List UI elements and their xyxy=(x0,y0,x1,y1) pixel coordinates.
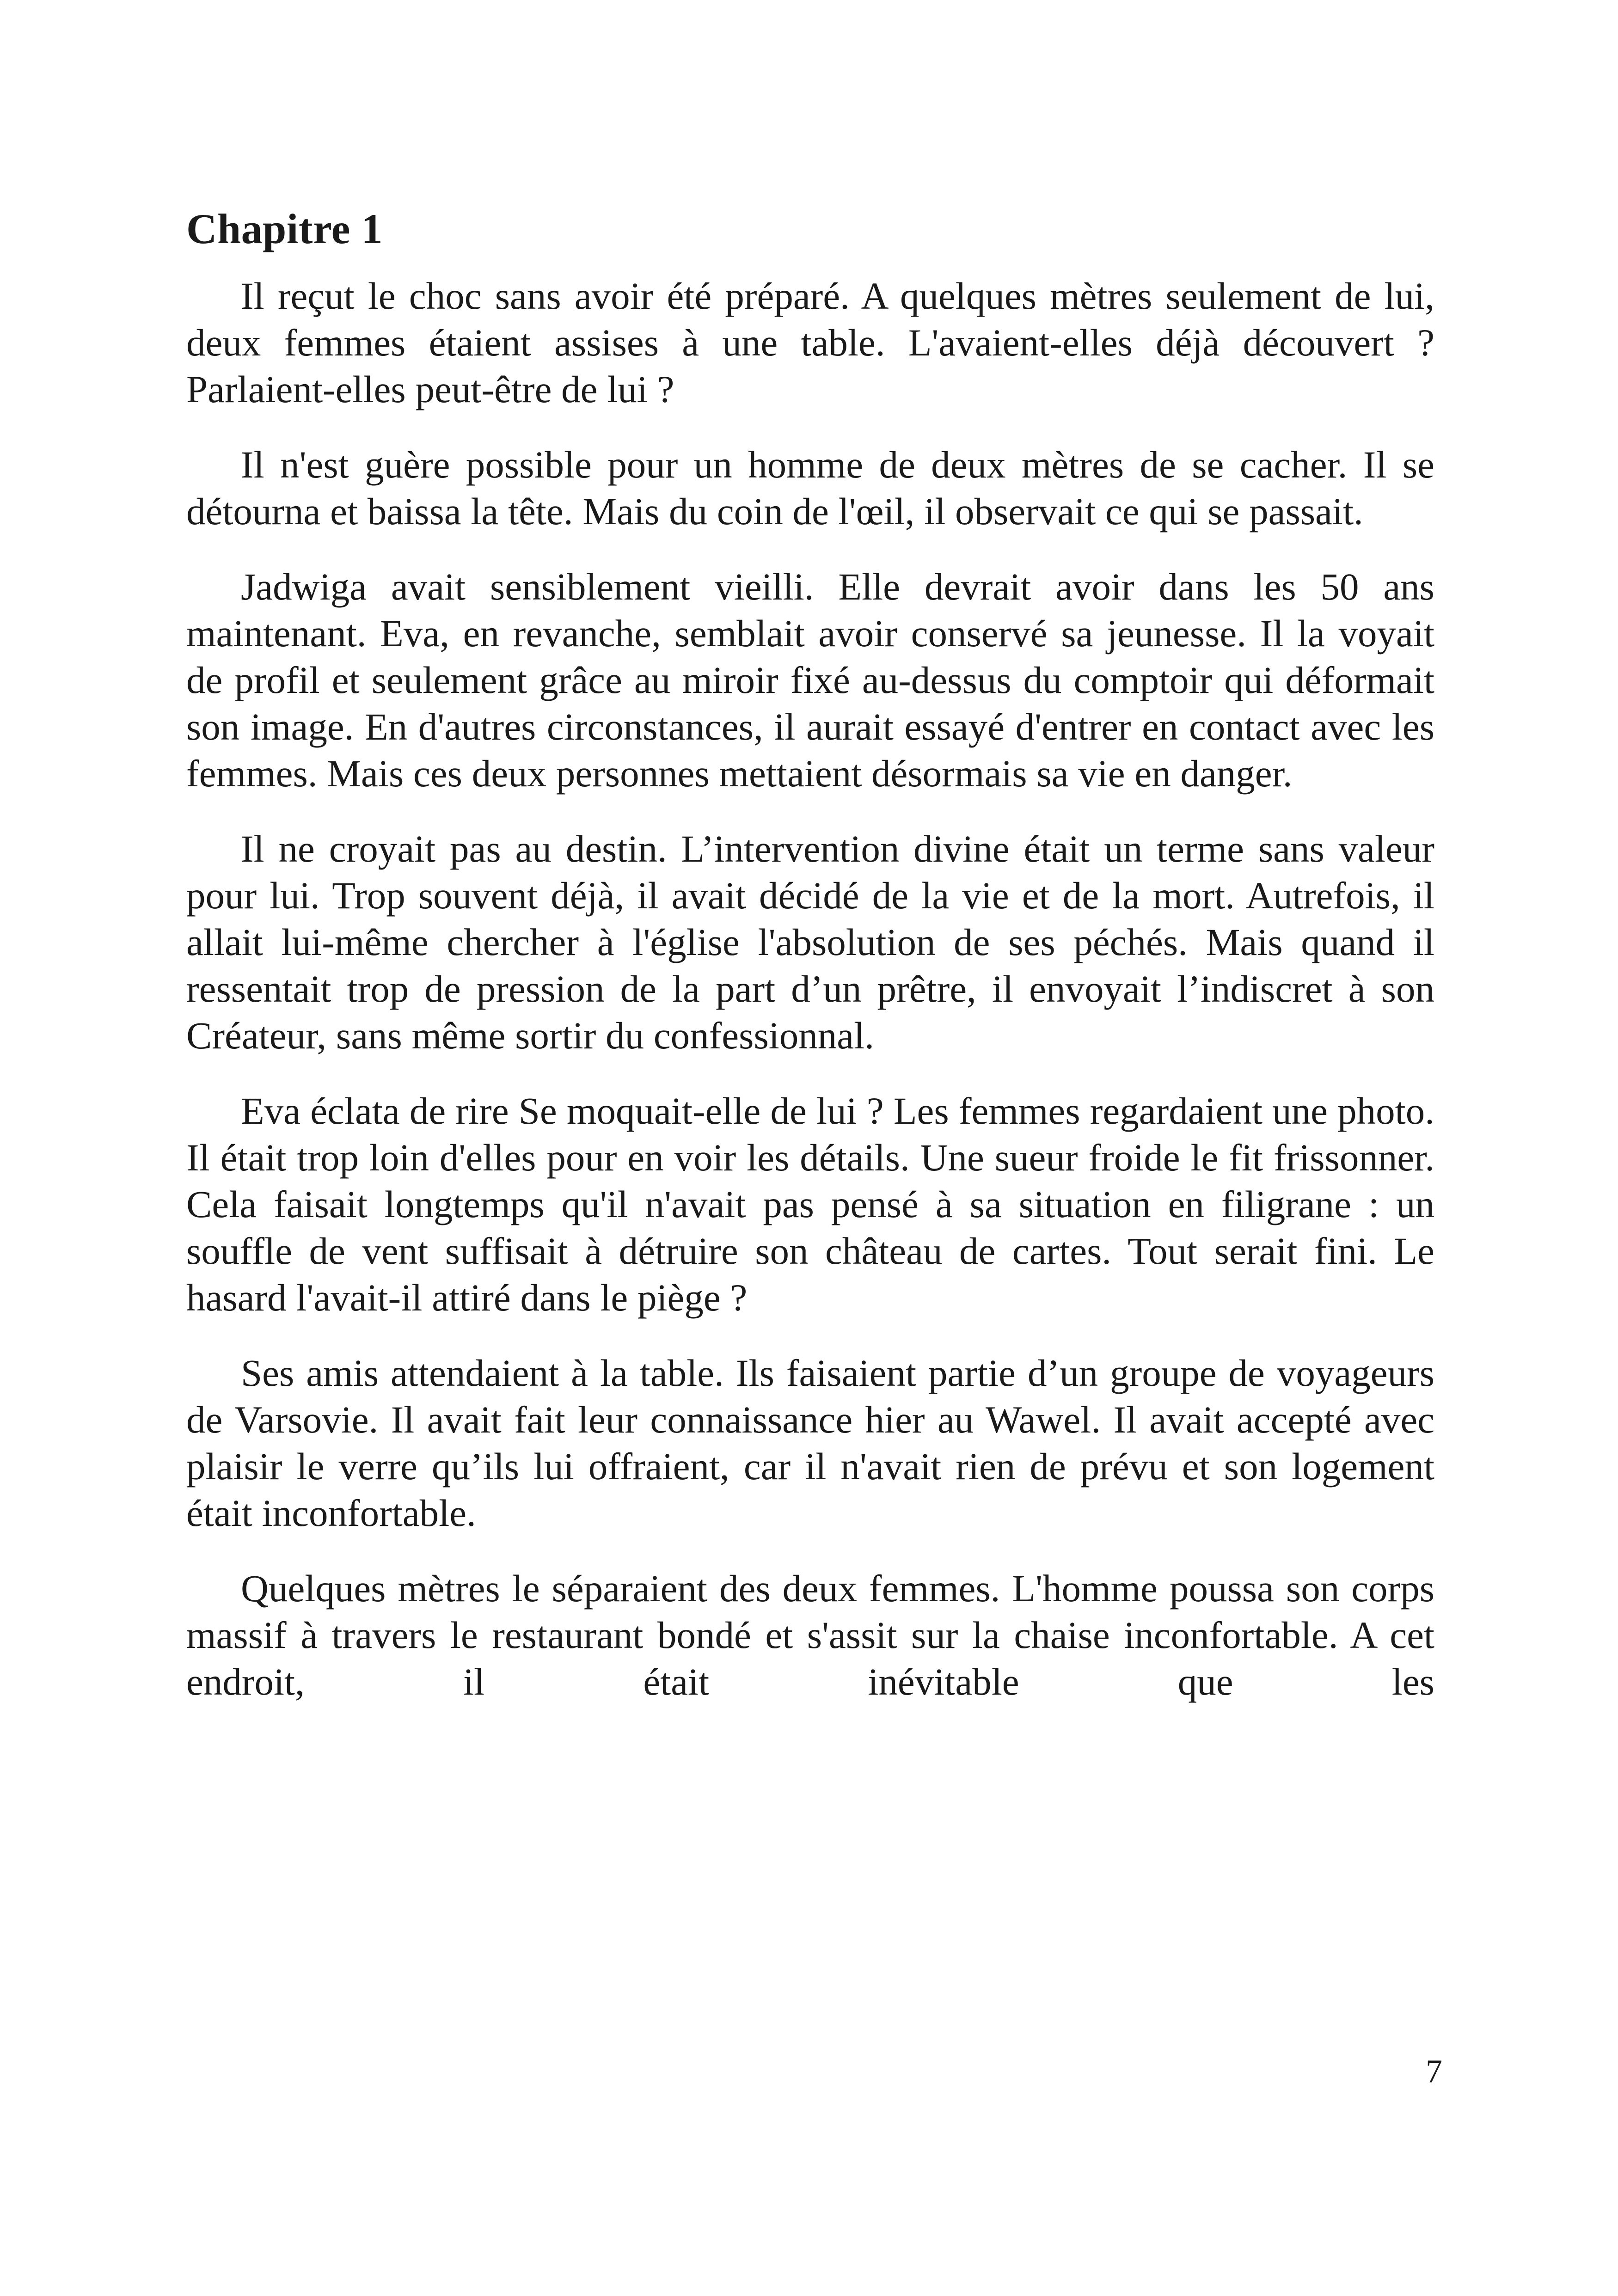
paragraph-7: Quelques mètres le séparaient des deux femmes. L'homme poussa son corps massif à travers le restaurant bondé et s'assit sur la chaise inconfortable. A cet endroit, il était inévitable que les xyxy=(186,1567,1434,1703)
chapter-title: Chapitre 1 xyxy=(186,205,383,252)
paragraph-2: Il n'est guère possible pour un homme de deux mètres de se cacher. Il se détourna et baissa la tête. Mais du coin de l'œil, il observait ce qui se passait. xyxy=(186,443,1434,533)
page-content xyxy=(186,203,1434,1734)
paragraph-3: Jadwiga avait sensiblement vieilli. Elle devrait avoir dans les 50 ans maintenant. Eva, en revanche, semblait avoir conservé sa jeunesse. Il la voyait de profil et seulement grâce au miroir fixé au-dessus du comptoir qui déformait son image. En d'autres circonstances, il aurait essayé d'entrer en contact avec les femmes. Mais ces deux personnes mettaient désormais sa vie en danger. xyxy=(186,565,1434,795)
paragraph-1: Il reçut le choc sans avoir été préparé. A quelques mètres seulement de lui, deux femmes étaient assises à une table. L'avaient-elles déjà découvert ? Parlaient-elles peut-être de lui ? xyxy=(186,275,1434,410)
paragraph-4: Il ne croyait pas au destin. L’intervention divine était un terme sans valeur pour lui. Trop souvent déjà, il avait décidé de la vie et de la mort. Autrefois, il allait lui-même chercher à l'église l'absolution de ses péchés. Mais quand il ressentait trop de pression de la part d’un prêtre, il envoyait l’indiscret à son Créateur, sans même sortir du confessionnal. xyxy=(186,827,1434,1057)
page-number: 7 xyxy=(1426,2053,1442,2090)
paragraph-6: Ses amis attendaient à la table. Ils faisaient partie d’un groupe de voyageurs de Varsovie. Il avait fait leur connaissance hier au Wawel. Il avait accepté avec plaisir le verre qu’ils lui offraient, car il n'avait rien de prévu et son logement était inconfortable. xyxy=(186,1352,1434,1534)
paragraph-5: Eva éclata de rire Se moquait-elle de lui ? Les femmes regardaient une photo. Il était trop loin d'elles pour en voir les détails. Une sueur froide le fit frissonner. Cela faisait longtemps qu'il n'avait pas pensé à sa situation en filigrane : un souffle de vent suffisait à détruire son château de cartes. Tout serait fini. Le hasard l'avait-il attiré dans le piège ? xyxy=(186,1090,1434,1319)
